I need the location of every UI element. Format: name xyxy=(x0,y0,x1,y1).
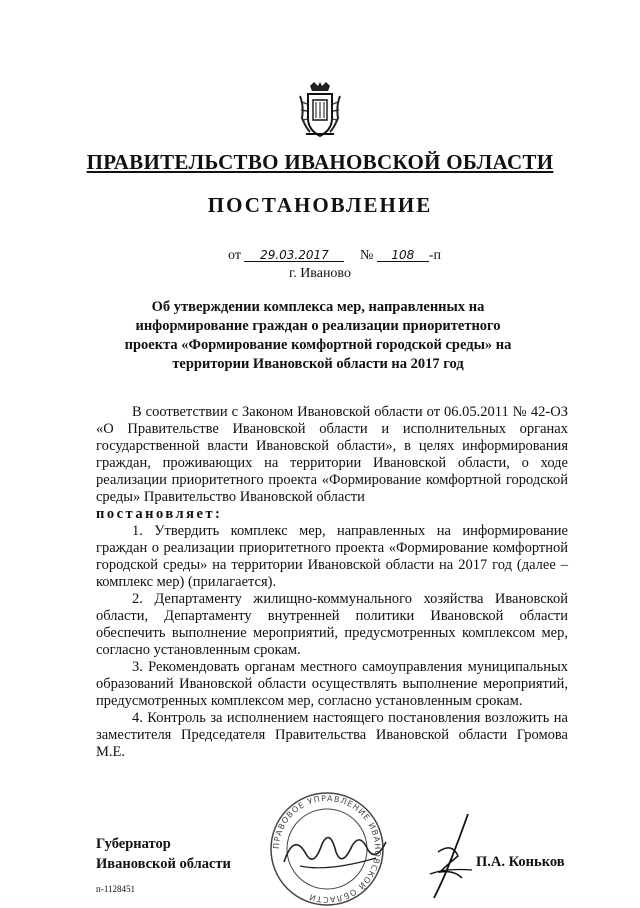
seal-text: ПРАВОВОЕ УПРАВЛЕНИЕ ИВАНОВСКОЙ ОБЛАСТИ xyxy=(271,793,383,905)
number-suffix: -п xyxy=(428,248,441,263)
date-number-line xyxy=(228,248,441,264)
signer-position-line-1: Губернатор xyxy=(96,836,171,852)
document-subject: Об утверждении комплекса мер, направленных на информирование граждан о реализации приоритетного проекта «Формирование комфортной городской среды» на территории Ивановской области на 2017 год xyxy=(124,299,512,372)
city: г. Иваново xyxy=(289,266,351,281)
date-prefix: от xyxy=(228,248,241,263)
item-1: 1. Утвердить комплекс мер, направленных на информирование граждан о реализации приоритетного проекта «Формирование комфортной городской среды» на территории Ивановской области на 2017 год (далее – комплекс мер) (прилагается). xyxy=(96,523,568,590)
item-4: 4. Контроль за исполнением настоящего постановления возложить на заместителя Председателя Правительства Ивановской области Громова М.Е. xyxy=(96,710,568,760)
document-code: п-1128451 xyxy=(96,884,135,894)
signature-scribble-1 xyxy=(280,822,390,878)
signer-position xyxy=(96,834,231,874)
item-2: 2. Департаменту жилищно-коммунального хозяйства Ивановской области, Департаменту внутренней политики Ивановской области обеспечить выполнение мероприятий, предусмотренных комплексом мер, согласно установленным срокам. xyxy=(96,591,568,658)
document-body xyxy=(96,404,568,761)
number-label: № xyxy=(359,248,374,263)
government-title: ПРАВИТЕЛЬСТВО ИВАНОВСКОЙ ОБЛАСТИ xyxy=(86,150,554,174)
document-type: ПОСТАНОВЛЕНИЕ xyxy=(207,193,433,217)
governor-signature xyxy=(428,812,476,902)
signer-name: П.А. Коньков xyxy=(476,854,565,870)
decree-word: постановляет: xyxy=(96,506,223,522)
date-value: 29.03.2017 xyxy=(244,249,344,262)
signer-position-line-2: Ивановской области xyxy=(96,856,231,872)
item-3: 3. Рекомендовать органам местного самоуправления муниципальных образований Ивановской области осуществлять выполнение мероприятий, предусмотренных комплексом мер, согласно установленным срокам. xyxy=(96,659,568,709)
number-value: 108 xyxy=(377,249,429,262)
preamble: В соответствии с Законом Ивановской области от 06.05.2011 № 42-ОЗ «О Правительстве Ивановской области и исполнительных органах государственной власти Ивановской области», в целях информирования граждан, проживающих на территории Ивановской области, о ходе реализации приоритетного проекта «Формирование комфортной городской среды» Правительство Ивановской области xyxy=(96,404,568,505)
coat-of-arms-icon xyxy=(298,82,342,138)
